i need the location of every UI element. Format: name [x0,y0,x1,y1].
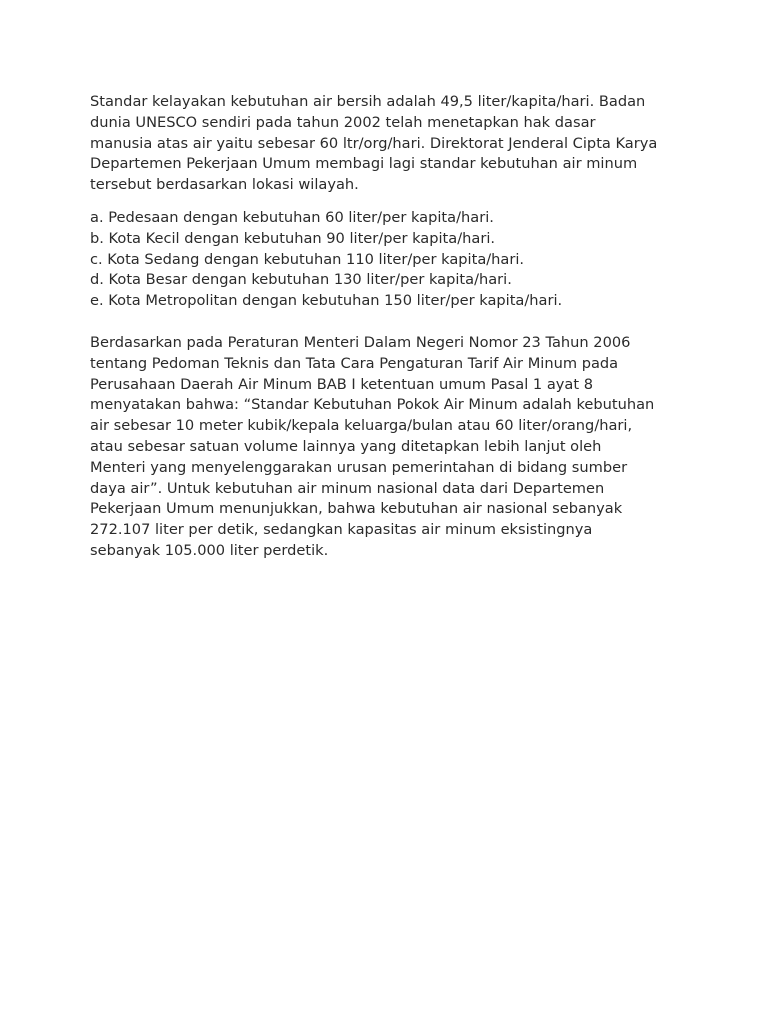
paragraph-water-standard: Standar kelayakan kebutuhan air bersih adalah 49,5 liter/kapita/hari. Badan dunia UNESCO sendiri pada tahun 2002 telah menetapkan hak dasar manusia atas air yaitu sebesar 60 ltr/org/hari. Direktorat Jenderal Cipta Karya Departemen Pekerjaan Umum membagi lagi standar kebutuhan air minum tersebut berdasarkan lokasi wilayah. [90,93,658,194]
list-item: d. Kota Besar dengan kebutuhan 130 liter/per kapita/hari. [90,271,512,289]
paragraph-regulation: Berdasarkan pada Peraturan Menteri Dalam Negeri Nomor 23 Tahun 2006 tentang Pedoman Teknis dan Tata Cara Pengaturan Tarif Air Minum pada Perusahaan Daerah Air Minum BAB I ketentuan umum Pasal 1 ayat 8 menyatakan bahwa: “Standar Kebutuhan Pokok Air Minum adalah kebutuhan air sebesar 10 meter kubik/kepala keluarga/bulan atau 60 liter/orang/hari, atau sebesar satuan volume lainnya yang ditetapkan lebih lanjut oleh Menteri yang menyelenggarakan urusan pemerintahan di bidang sumber daya air”. Untuk kebutuhan air minum nasional data dari Departemen Pekerjaan Umum menunjukkan, bahwa kebutuhan air nasional sebanyak 272.107 liter per detik, sedangkan kapasitas air minum eksistingnya sebanyak 105.000 liter perdetik. [90,333,655,559]
list-item: c. Kota Sedang dengan kebutuhan 110 liter/per kapita/hari. [90,250,525,268]
list-item: b. Kota Kecil dengan kebutuhan 90 liter/per kapita/hari. [90,229,496,247]
document-body [90,92,710,562]
list-item: e. Kota Metropolitan dengan kebutuhan 150 liter/per kapita/hari. [90,292,563,310]
standard-list [90,208,710,312]
list-item: a. Pedesaan dengan kebutuhan 60 liter/per kapita/hari. [90,208,494,226]
